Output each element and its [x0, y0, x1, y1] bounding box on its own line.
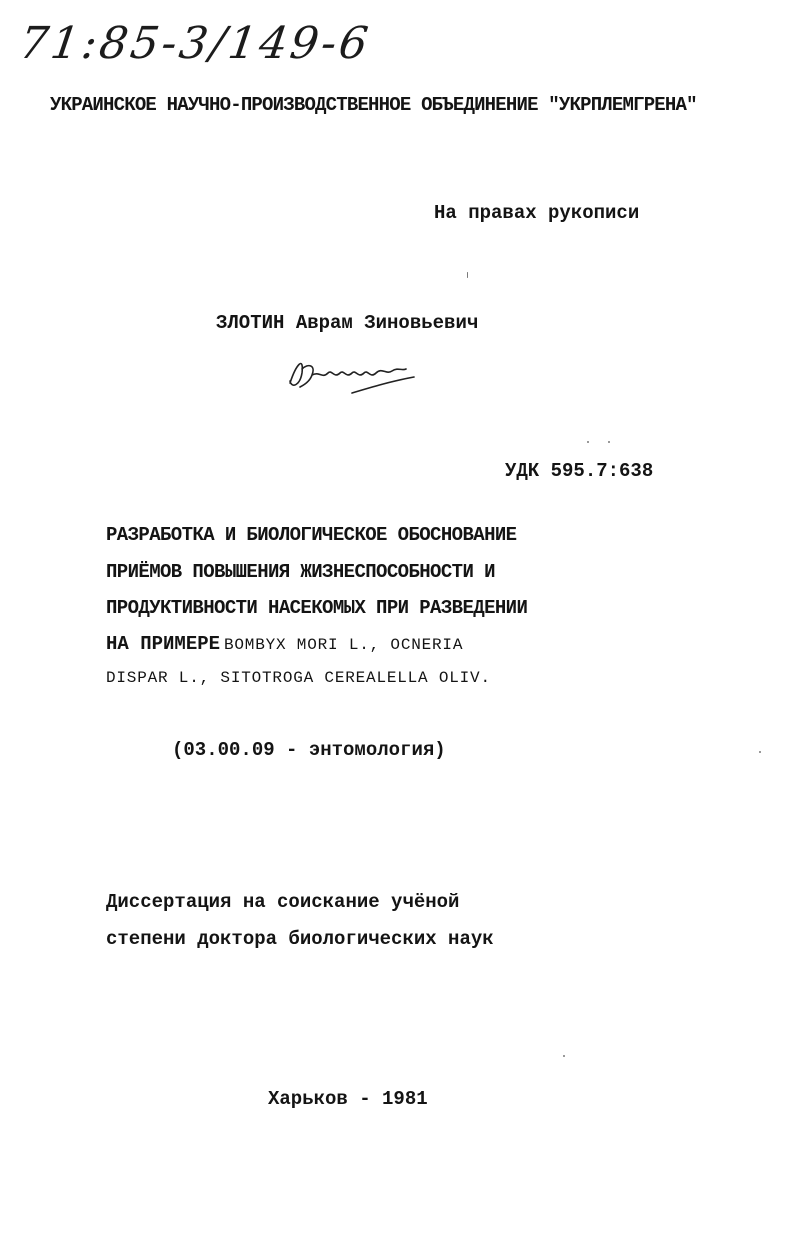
archive-code: 71:85-3/149-6 [16, 18, 374, 69]
dissertation-line-2: степени доктора биологических наук [106, 928, 494, 950]
thesis-title-line-1: РАЗРАБОТКА И БИОЛОГИЧЕСКОЕ ОБОСНОВАНИЕ [106, 524, 517, 546]
udc-code: УДК 595.7:638 [505, 460, 654, 482]
rights-note: На правах рукописи [434, 202, 640, 224]
specialty-code: (03.00.09 - энтомология) [172, 739, 446, 761]
scan-speck [608, 441, 610, 443]
place-and-year: Харьков - 1981 [268, 1088, 428, 1110]
thesis-title-line-2: ПРИЁМОВ ПОВЫШЕНИЯ ЖИЗНЕСПОСОБНОСТИ И [106, 561, 495, 583]
thesis-title-line-5: DISPAR L., SITOTROGA CEREALELLA OLIV. [106, 669, 491, 687]
scan-speck [467, 272, 468, 278]
thesis-title-line-4-species: BOMBYX MORI L., OCNERIA [224, 636, 464, 654]
scan-speck [587, 441, 589, 443]
signature-image [282, 345, 422, 405]
scan-speck [759, 751, 761, 753]
thesis-title-line-4-prefix: НА ПРИМЕРЕ [106, 633, 221, 655]
scan-speck [563, 1055, 565, 1057]
dissertation-line-1: Диссертация на соискание учёной [106, 891, 460, 913]
author-name: ЗЛОТИН Аврам Зиновьевич [216, 312, 479, 334]
organization-header: УКРАИНСКОЕ НАУЧНО-ПРОИЗВОДСТВЕННОЕ ОБЪЕДИНЕНИЕ "УКРПЛЕМГРЕНА" [50, 94, 697, 116]
thesis-title-line-3: ПРОДУКТИВНОСТИ НАСЕКОМЫХ ПРИ РАЗВЕДЕНИИ [106, 597, 528, 619]
